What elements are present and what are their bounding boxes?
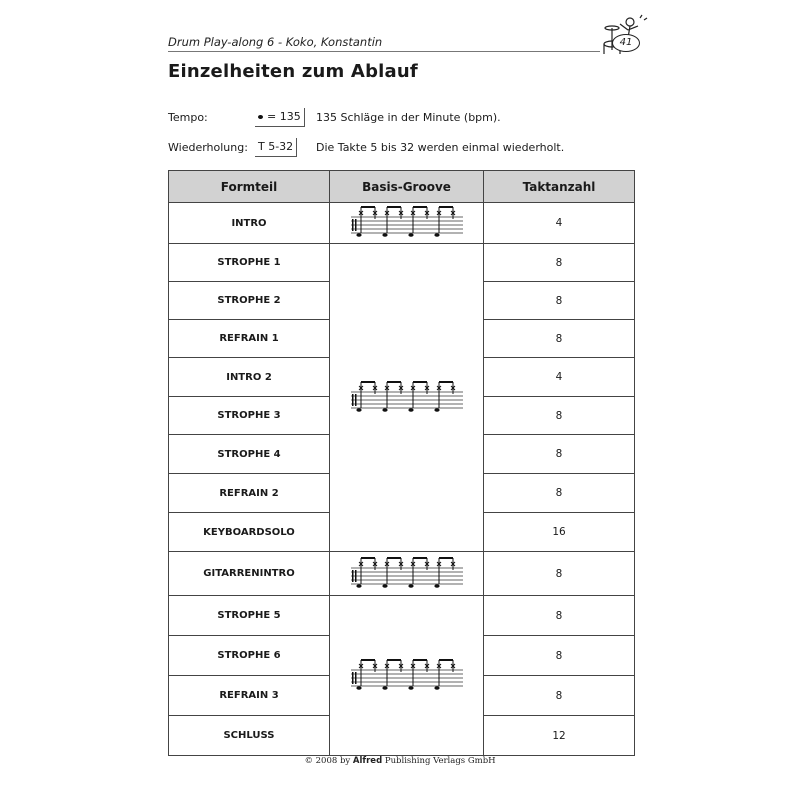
running-header: Drum Play-along 6 - Koko, Konstantin [168, 35, 383, 49]
groove-cell-main [330, 244, 484, 552]
formteil-cell: REFRAIN 1 [169, 320, 330, 358]
tempo-label: Tempo: [168, 111, 208, 124]
formteil-cell: KEYBOARDSOLO [169, 513, 330, 552]
groove-cell-intro [330, 203, 484, 244]
formteil-cell: STROPHE 3 [169, 397, 330, 435]
table-row [169, 203, 635, 244]
table-row [169, 552, 635, 596]
page-title: Einzelheiten zum Ablauf [168, 61, 418, 82]
quarter-note-icon [258, 115, 263, 119]
column-header-formteil: Formteil [169, 171, 330, 203]
formteil-cell: REFRAIN 2 [169, 474, 330, 513]
repeat-value: T 5-32 [258, 140, 294, 153]
footer-suffix: Publishing Verlags GmbH [384, 756, 496, 766]
column-header-basis-groove: Basis-Groove [330, 171, 484, 203]
drum-notation-icon [347, 378, 467, 418]
drum-notation-icon [347, 203, 467, 243]
taktanzahl-cell: 8 [484, 320, 635, 358]
taktanzahl-cell: 12 [484, 716, 635, 756]
repeat-description: Die Takte 5 bis 32 werden einmal wiederholt. [316, 141, 565, 154]
taktanzahl-cell: 8 [484, 474, 635, 513]
taktanzahl-cell: 4 [484, 203, 635, 244]
formteil-cell: STROPHE 6 [169, 636, 330, 676]
taktanzahl-cell: 8 [484, 676, 635, 716]
taktanzahl-cell: 4 [484, 358, 635, 397]
formteil-cell: GITARRENINTRO [169, 552, 330, 596]
repeat-box [255, 138, 297, 157]
formteil-cell: STROPHE 4 [169, 435, 330, 474]
formteil-cell: STROPHE 5 [169, 596, 330, 636]
taktanzahl-cell: 16 [484, 513, 635, 552]
drum-notation-icon [347, 554, 467, 594]
repeat-label: Wiederholung: [168, 141, 248, 154]
formteil-cell: REFRAIN 3 [169, 676, 330, 716]
form-table [168, 170, 635, 756]
taktanzahl-cell: 8 [484, 244, 635, 282]
tempo-description: 135 Schläge in der Minute (bpm). [316, 111, 501, 124]
table-row [169, 596, 635, 636]
table-row [169, 244, 635, 282]
page-number: 41 [612, 34, 640, 52]
footer-prefix: © 2008 by [304, 756, 351, 766]
formteil-cell: STROPHE 1 [169, 244, 330, 282]
formteil-cell: INTRO [169, 203, 330, 244]
column-header-taktanzahl: Taktanzahl [484, 171, 635, 203]
drum-notation-icon [347, 656, 467, 696]
formteil-cell: INTRO 2 [169, 358, 330, 397]
taktanzahl-cell: 8 [484, 435, 635, 474]
copyright-footer [0, 756, 800, 766]
groove-cell-gitarrenintro [330, 552, 484, 596]
formteil-cell: SCHLUSS [169, 716, 330, 756]
groove-cell-end [330, 596, 484, 756]
tempo-box [255, 108, 305, 127]
taktanzahl-cell: 8 [484, 596, 635, 636]
table-header-row [169, 171, 635, 203]
tempo-value: = 135 [267, 110, 301, 123]
formteil-cell: STROPHE 2 [169, 282, 330, 320]
taktanzahl-cell: 8 [484, 636, 635, 676]
taktanzahl-cell: 8 [484, 552, 635, 596]
footer-brand: Alfred [352, 756, 383, 766]
taktanzahl-cell: 8 [484, 282, 635, 320]
taktanzahl-cell: 8 [484, 397, 635, 435]
header-rule [168, 51, 600, 52]
